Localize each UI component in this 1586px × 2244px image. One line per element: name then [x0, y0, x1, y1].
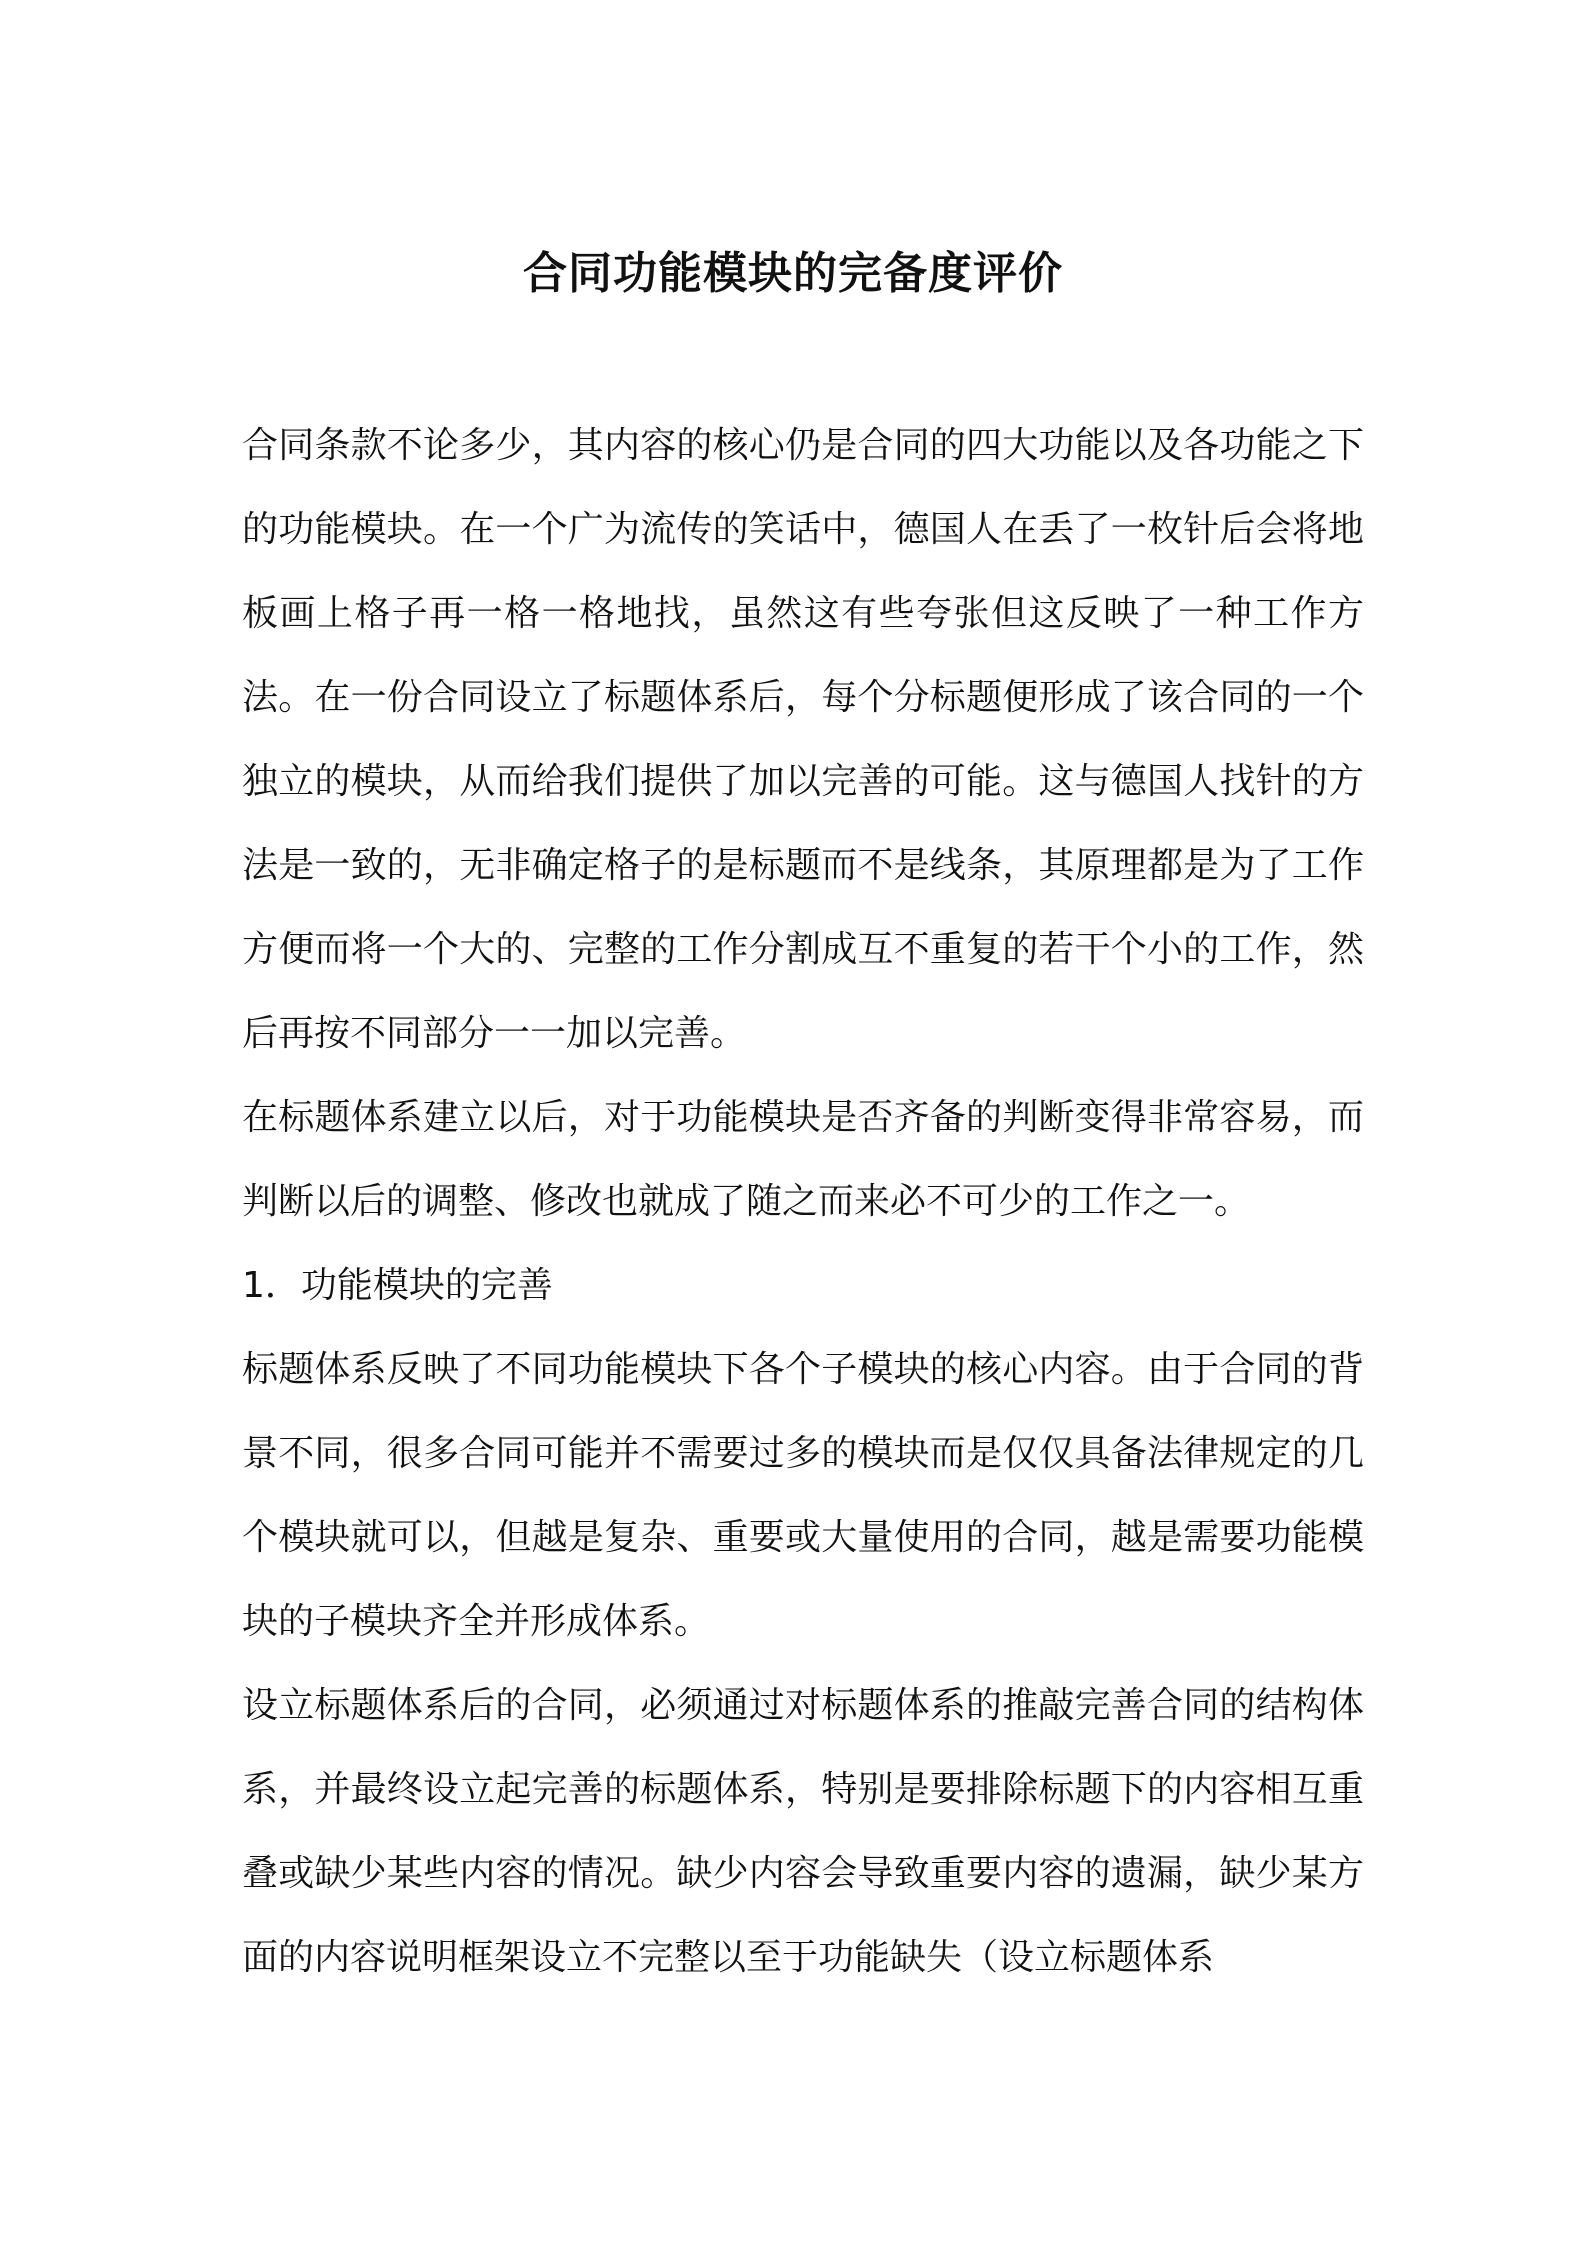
page-title: 合同功能模块的完备度评价 [523, 248, 1063, 300]
paragraph-judgement: 在标题体系建立以后，对于功能模块是否齐备的判断变得非常容易，而判断以后的调整、修改也就成了随之而来必不可少的工作之一。 [242, 1097, 1364, 1222]
paragraph-title-system: 标题体系反映了不同功能模块下各个子模块的核心内容。由于合同的背景不同，很多合同可能并不需要过多的模块而是仅仅具备法律规定的几个模块就可以，但越是复杂、重要或大量使用的合同，越是需要功能模块的子模块齐全并形成体系。 [242, 1349, 1364, 1642]
paragraph-intro: 合同条款不论多少，其内容的核心仍是合同的四大功能以及各功能之下的功能模块。在一个广为流传的笑话中，德国人在丢了一枚针后会将地板画上格子再一格一格地找，虽然这有些夸张但这反映了一种工作方法。在一份合同设立了标题体系后，每个分标题便形成了该合同的一个独立的模块，从而给我们提供了加以完善的可能。这与德国人找针的方法是一致的，无非确定格子的是标题而不是线条，其原理都是为了工作方便而将一个大的、完整的工作分割成互不重复的若干个小的工作，然后再按不同部分一一加以完善。 [242, 425, 1364, 1054]
section-heading: 1．功能模块的完善 [242, 1265, 553, 1306]
document-body [242, 404, 1364, 2000]
paragraph-structure: 设立标题体系后的合同，必须通过对标题体系的推敲完善合同的结构体系，并最终设立起完善的标题体系，特别是要排除标题下的内容相互重叠或缺少某些内容的情况。缺少内容会导致重要内容的遗漏，缺少某方面的内容说明框架设立不完整以至于功能缺失（设立标题体系 [242, 1685, 1364, 1978]
